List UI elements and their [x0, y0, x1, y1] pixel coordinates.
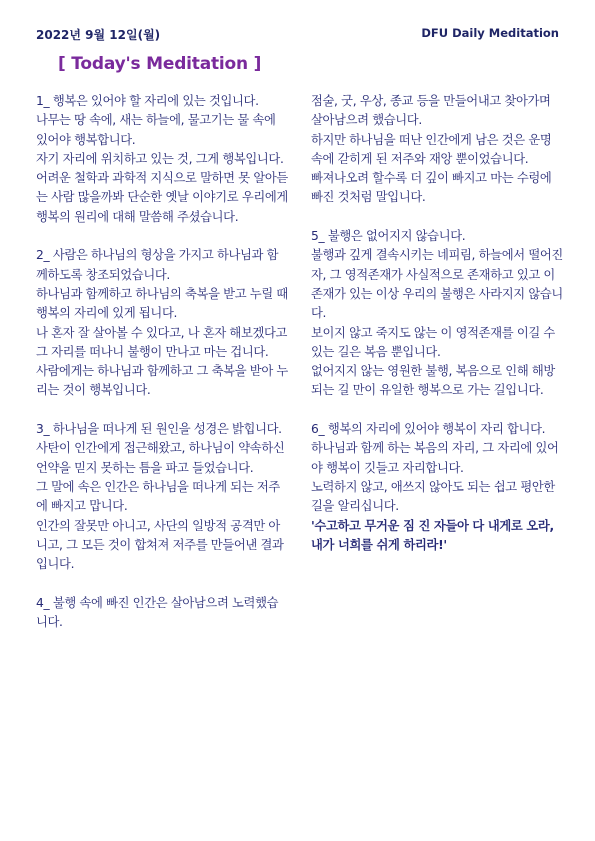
paragraph: 사람에게는 하나님과 함께하고 그 축복을 받아 누리는 것이 행복입니다.: [36, 364, 288, 398]
section-1: [36, 92, 288, 227]
brand-label: DFU Daily Meditation: [421, 26, 559, 40]
paragraph: 자기 자리에 위치하고 있는 것, 그게 행복입니다.: [36, 151, 284, 166]
paragraph: 빠져나오려 할수록 더 깊이 빠지고 마는 수렁에 빠진 것처럼 말입니다.: [311, 171, 552, 205]
section-4-continued: [311, 92, 563, 208]
section-5: [311, 227, 563, 401]
paragraph: 보이지 않고 죽지도 않는 이 영적존재를 이길 수 있는 길은 복음 뿐입니다.: [311, 325, 555, 359]
section-2: [36, 246, 288, 400]
paragraph: 노력하지 않고, 애쓰지 않아도 되는 쉽고 평안한 길을 알리십니다.: [311, 479, 555, 514]
section-4: [36, 594, 288, 633]
left-column: [36, 92, 288, 652]
section-5-heading: 5_ 불행은 없어지지 않습니다.: [311, 229, 466, 244]
paragraph: 어려운 철학과 과학적 지식으로 말하면 못 알아듣는 사람 많을까봐 단순한 옛날 이야기로 우리에게 행복의 원리에 대해 말씀해 주셨습니다.: [36, 171, 288, 224]
section-3: [36, 420, 288, 574]
paragraph: 그 말에 속은 인간은 하나님을 떠나게 되는 저주에 빠지고 맙니다.: [36, 479, 280, 514]
right-column: [311, 92, 563, 574]
section-3-heading: 3_ 하나님을 떠나게 된 원인을 성경은 밝힙니다.: [36, 422, 282, 437]
paragraph: 하나님과 함께 하는 복음의 자리, 그 자리에 있어야 행복이 깃들고 자리합니다.: [311, 441, 559, 475]
section-6-heading: 6_ 행복의 자리에 있어야 행복이 자리 합니다.: [311, 422, 546, 437]
paragraph: 하지만 하나님을 떠난 인간에게 남은 것은 운명 속에 갇히게 된 저주와 재앙 뿐이었습니다.: [311, 132, 552, 166]
paragraph: 하나님과 함께하고 하나님의 축복을 받고 누릴 때 행복의 자리에 있게 됩니다.: [36, 286, 288, 321]
paragraph: 불행과 깊게 결속시키는 네피림, 하늘에서 떨어진 자, 그 영적존재가 사실적으로 존재하고 있고 이 존재가 있는 이상 우리의 불행은 사라지지 않습니다.: [311, 248, 563, 321]
page-title: [ Today's Meditation ]: [58, 54, 262, 74]
scripture-quote: '수고하고 무거운 짐 진 자들아 다 내게로 오라, 내가 너희를 쉬게 하리라!': [311, 518, 554, 552]
section-6: [311, 420, 563, 555]
paragraph: 나무는 땅 속에, 새는 하늘에, 물고기는 물 속에 있어야 행복합니다.: [36, 113, 276, 147]
paragraph: 인간의 잘못만 아니고, 사단의 일방적 공격만 아니고, 그 모든 것이 합쳐져 저주를 만들어낸 결과 입니다.: [36, 518, 284, 572]
page-header: [36, 26, 559, 42]
paragraph: 사탄이 인간에게 접근해왔고, 하나님이 약속하신 언약을 믿지 못하는 틈을 파고 들었습니다.: [36, 441, 285, 475]
section-1-heading: 1_ 행복은 있어야 할 자리에 있는 것입니다.: [36, 94, 259, 108]
section-2-heading: 2_ 사람은 하나님의 형상을 가지고 하나님과 함께하도록 창조되었습니다.: [36, 248, 279, 282]
paragraph: 점술, 굿, 우상, 종교 등을 만들어내고 찾아가며 살아남으려 했습니다.: [311, 94, 551, 128]
paragraph: 없어지지 않는 영원한 불행, 복음으로 인해 해방되는 길 만이 유일한 행복으로 가는 길입니다.: [311, 364, 555, 398]
date-label: 2022년 9월 12일(월): [36, 28, 161, 42]
section-4-heading: 4_ 불행 속에 빠진 인간은 살아남으려 노력했습니다.: [36, 595, 279, 630]
paragraph: 나 혼자 잘 살아볼 수 있다고, 나 혼자 해보겠다고 그 자리를 떠나니 불행이 만나고 마는 겁니다.: [36, 325, 288, 359]
